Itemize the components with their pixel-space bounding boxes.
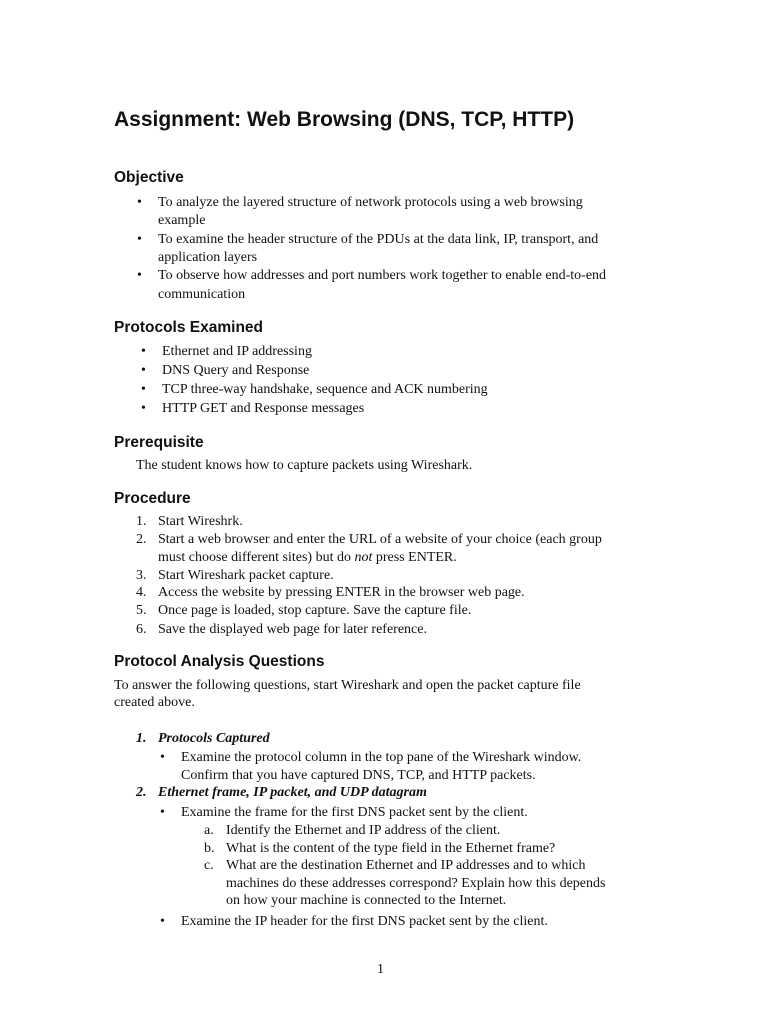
objective-bullet-3: • — [137, 268, 142, 283]
procedure-step-5-number: 5. — [136, 603, 147, 618]
procedure-step-2-line-2 — [158, 549, 457, 568]
procedure-step-6-number: 6. — [136, 622, 147, 637]
protocol-bullet-2: • — [141, 363, 146, 378]
question-1-title: Protocols Captured — [158, 731, 270, 746]
protocols-heading: Protocols Examined — [114, 319, 264, 336]
question-2-subitem-c-line-2: machines do these addresses correspond? Explain how this depends — [226, 876, 606, 891]
document-title: Assignment: Web Browsing (DNS, TCP, HTTP) — [114, 108, 575, 131]
protocol-bullet-3: • — [141, 382, 146, 397]
protocol-item-4: HTTP GET and Response messages — [162, 401, 365, 416]
protocol-item-1: Ethernet and IP addressing — [162, 344, 312, 359]
page-number: 1 — [377, 962, 384, 977]
question-2-subitem-a-letter: a. — [204, 823, 214, 838]
protocol-item-3: TCP three-way handshake, sequence and ACK numbering — [162, 382, 488, 397]
question-2-subitem-c-line-1: What are the destination Ethernet and IP addresses and to which — [226, 858, 586, 873]
question-2-subitem-c-line-3: on how your machine is connected to the Internet. — [226, 893, 507, 908]
objective-item-3-line-1: To observe how addresses and port numbers work together to enable end-to-end — [158, 268, 607, 283]
question-2-line-2: Examine the IP header for the first DNS packet sent by the client. — [181, 914, 548, 929]
procedure-step-2-number: 2. — [136, 532, 147, 547]
question-1-line-1: Examine the protocol column in the top pane of the Wireshark window. — [181, 750, 582, 765]
procedure-step-4-number: 4. — [136, 585, 147, 600]
question-2-bullet-1: • — [160, 805, 165, 820]
procedure-heading: Procedure — [114, 490, 191, 507]
objective-bullet-2: • — [137, 232, 142, 247]
procedure-step-4: Access the website by pressing ENTER in the browser web page. — [158, 585, 525, 600]
question-2-title: Ethernet frame, IP packet, and UDP datagram — [158, 785, 427, 800]
procedure-step-2-line-2-end: press ENTER. — [372, 550, 457, 565]
procedure-step-1: Start Wireshrk. — [158, 514, 243, 529]
question-2-bullet-2: • — [160, 914, 165, 929]
objective-item-3-line-2: communication — [158, 287, 246, 302]
procedure-step-2-line-1: Start a web browser and enter the URL of a website of your choice (each group — [158, 532, 602, 547]
question-2-subitem-b: What is the content of the type field in the Ethernet frame? — [226, 841, 556, 856]
objective-item-2-line-1: To examine the header structure of the PDUs at the data link, IP, transport, and — [158, 232, 599, 247]
procedure-step-5: Once page is loaded, stop capture. Save the capture file. — [158, 603, 472, 618]
question-1-line-2: Confirm that you have captured DNS, TCP, and HTTP packets. — [181, 768, 536, 783]
protocol-bullet-1: • — [141, 344, 146, 359]
question-2-subitem-b-letter: b. — [204, 841, 215, 856]
question-2-subitem-c-letter: c. — [204, 858, 214, 873]
objective-heading: Objective — [114, 169, 184, 186]
objective-item-1-line-2: example — [158, 213, 206, 228]
protocol-bullet-4: • — [141, 401, 146, 416]
question-1-bullet: • — [160, 750, 165, 765]
question-2-line-1: Examine the frame for the first DNS packet sent by the client. — [181, 805, 528, 820]
procedure-step-1-number: 1. — [136, 514, 147, 529]
protocol-item-2: DNS Query and Response — [162, 363, 310, 378]
question-1-number: 1. — [136, 731, 147, 746]
prerequisite-text: The student knows how to capture packets using Wireshark. — [136, 458, 473, 473]
procedure-step-3: Start Wireshark packet capture. — [158, 568, 334, 583]
objective-item-1-line-1: To analyze the layered structure of network protocols using a web browsing — [158, 195, 583, 210]
analysis-intro-line-1: To answer the following questions, start Wireshark and open the packet capture file — [114, 678, 581, 693]
procedure-step-3-number: 3. — [136, 568, 147, 583]
prerequisite-heading: Prerequisite — [114, 434, 204, 451]
question-2-subitem-a: Identify the Ethernet and IP address of the client. — [226, 823, 501, 838]
procedure-step-6: Save the displayed web page for later reference. — [158, 622, 427, 637]
analysis-intro-line-2: created above. — [114, 695, 195, 710]
procedure-step-2-emphasis: not — [354, 550, 373, 565]
procedure-step-2-line-2-start: must choose different sites) but do — [158, 550, 355, 565]
analysis-heading: Protocol Analysis Questions — [114, 653, 325, 670]
objective-bullet-1: • — [137, 195, 142, 210]
question-2-number: 2. — [136, 785, 147, 800]
objective-item-2-line-2: application layers — [158, 250, 258, 265]
